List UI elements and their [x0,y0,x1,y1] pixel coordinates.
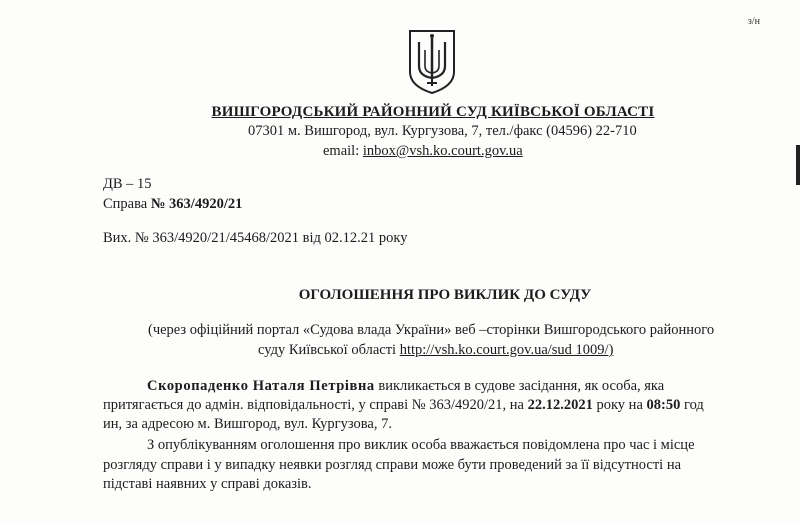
paragraph2-line2: розгляду справи і у випадку неявки розгляд справи може бути проведений за її відсутності на [103,457,682,473]
paragraph2-line1: З опублікуванням оголошення про виклик особа вважається повідомлена про час і місце [147,437,695,453]
intro-line-1: (через офіційний портал «Судова влада України» веб –сторінки Вишгородського районного [148,322,715,338]
court-email-line [323,143,523,160]
paragraph1-line2-mid: року на [592,397,647,413]
court-address: 07301 м. Вишгород, вул. Кургузова, 7, тел./факс (04596) 22-710 [248,123,637,139]
intro-line-2 [258,342,613,359]
hearing-time: 08:50 [646,397,681,413]
paragraph1-line3: ин, за адресою м. Вишгород, вул. Кургузова, 7. [103,416,392,432]
outgoing-number: Вих. № 363/4920/21/45468/2021 від 02.12.21 року [103,230,408,246]
email-link[interactable]: inbox@vsh.ko.court.gov.ua [362,143,523,159]
court-name: ВИШГОРОДСЬКИЙ РАЙОННИЙ СУД КИЇВСЬКОЇ ОБЛАСТІ [211,104,655,120]
notice-title: ОГОЛОШЕННЯ ПРО ВИКЛИК ДО СУДУ [298,287,592,303]
paragraph1-line1-rest: викликається в судове засідання, як особа, яка [374,378,665,394]
document-code: ДВ – 15 [103,176,152,192]
paragraph1-line2-start: притягається до адмін. відповідальності, у справі № 363/4920/21, на [103,397,528,413]
case-line [103,196,242,213]
intro-text: суду Київської області [258,342,400,358]
paragraph1-line1 [147,378,664,395]
corner-mark: з/н [747,16,760,27]
case-label: Справа [103,196,151,212]
scan-edge-mark [796,145,800,185]
coat-of-arms-icon [407,28,457,96]
paragraph1-line2 [103,397,704,414]
case-number: № 363/4920/21 [150,196,243,212]
portal-link[interactable]: http://vsh.ko.court.gov.ua/sud 1009/) [399,342,614,358]
paragraph1-line2-end: год [680,397,704,413]
person-name: Скоропаденко Наталя Петрівна [147,378,375,394]
email-label: email: [323,143,363,159]
paragraph2-line3: підставі наявних у справі доказів. [103,476,312,492]
hearing-date: 22.12.2021 [527,397,593,413]
